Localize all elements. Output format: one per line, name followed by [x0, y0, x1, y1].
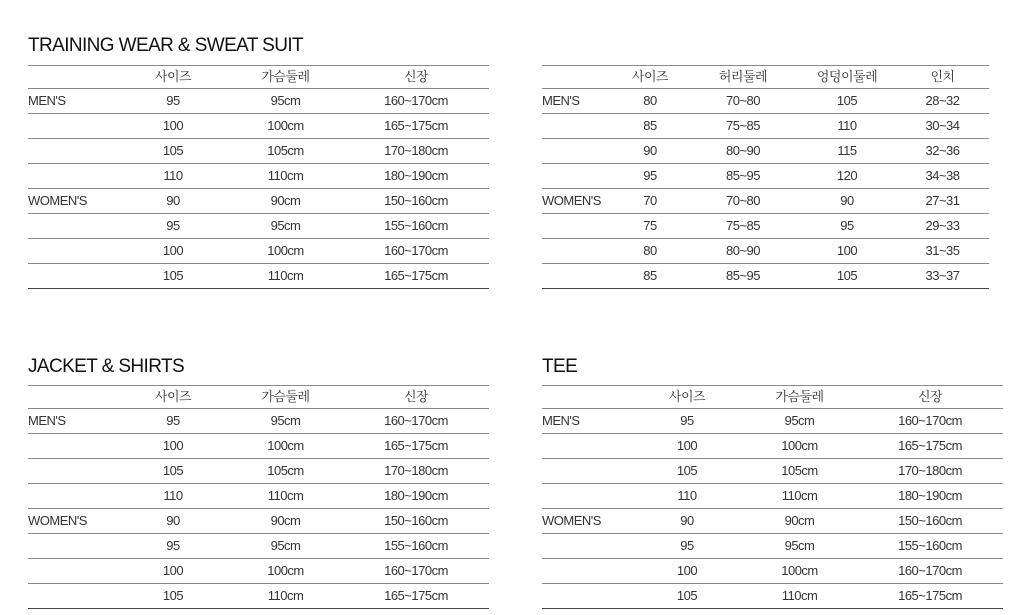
table-row — [28, 89, 489, 114]
table-row — [28, 509, 489, 534]
table-row — [28, 559, 489, 584]
table-cell: 34~38 — [896, 164, 989, 189]
table-cell: 80 — [612, 89, 688, 114]
table-row — [542, 584, 1003, 609]
table-cell: 100 — [118, 239, 228, 264]
table-cell: 155~160cm — [857, 534, 1003, 559]
table-cell: 90 — [632, 509, 742, 534]
table-cell: 165~175cm — [343, 114, 489, 139]
column-header: 사이즈 — [118, 386, 228, 409]
table-header — [542, 66, 989, 89]
table-cell: 95 — [118, 409, 228, 434]
table-cell: 105 — [118, 139, 228, 164]
table-cell: 95 — [632, 409, 742, 434]
table-cell: 165~175cm — [343, 584, 489, 609]
table-cell: 90 — [798, 189, 896, 214]
table-row — [28, 434, 489, 459]
table-cell: 80~90 — [688, 239, 798, 264]
table-cell: 110cm — [228, 264, 343, 289]
group-label — [28, 484, 118, 509]
table-cell: 85~95 — [688, 264, 798, 289]
table-cell: 105 — [632, 459, 742, 484]
table-header — [542, 386, 1003, 409]
table-cell: 95cm — [228, 214, 343, 239]
column-header — [28, 66, 118, 89]
group-label — [542, 264, 612, 289]
table-cell: 105cm — [742, 459, 857, 484]
group-label — [28, 139, 118, 164]
table-cell: 70 — [612, 189, 688, 214]
table-cell: 105cm — [228, 459, 343, 484]
table-cell: 33~37 — [896, 264, 989, 289]
table-cell: 115 — [798, 139, 896, 164]
table-cell: 150~160cm — [343, 189, 489, 214]
table-row — [28, 114, 489, 139]
table-cell: 105 — [118, 459, 228, 484]
column-header: 가슴둘레 — [228, 386, 343, 409]
group-label: MEN'S — [28, 89, 118, 114]
group-label — [542, 114, 612, 139]
table-cell: 110 — [632, 484, 742, 509]
group-label — [542, 559, 632, 584]
group-label — [28, 239, 118, 264]
tee-section-title: TEE — [542, 356, 578, 377]
group-label: MEN'S — [28, 409, 118, 434]
column-header: 사이즈 — [118, 66, 228, 89]
table-cell: 180~190cm — [343, 484, 489, 509]
column-header: 가슴둘레 — [742, 386, 857, 409]
group-label — [28, 534, 118, 559]
table-cell: 165~175cm — [857, 584, 1003, 609]
column-header: 신장 — [857, 386, 1003, 409]
training-size-table — [28, 65, 489, 289]
table-cell: 30~34 — [896, 114, 989, 139]
header-row — [542, 66, 989, 89]
table-cell: 75 — [612, 214, 688, 239]
table-cell: 160~170cm — [857, 559, 1003, 584]
group-label: MEN'S — [542, 409, 632, 434]
table-cell: 105 — [118, 264, 228, 289]
table-row — [28, 584, 489, 609]
training-section-title: TRAINING WEAR & SWEAT SUIT — [28, 35, 304, 56]
table-row — [28, 484, 489, 509]
table-cell: 80~90 — [688, 139, 798, 164]
table-cell: 110cm — [228, 484, 343, 509]
table-cell: 110cm — [742, 584, 857, 609]
column-header: 가슴둘레 — [228, 66, 343, 89]
table-cell: 95 — [612, 164, 688, 189]
group-label — [542, 239, 612, 264]
header-row — [28, 386, 489, 409]
tee-size-table — [542, 385, 1003, 609]
table-cell: 90 — [118, 189, 228, 214]
table-header — [28, 66, 489, 89]
table-cell: 85 — [612, 264, 688, 289]
table-cell: 100cm — [228, 559, 343, 584]
table-cell: 85 — [612, 114, 688, 139]
table-cell: 170~180cm — [343, 139, 489, 164]
table-cell: 95 — [118, 214, 228, 239]
group-label — [28, 114, 118, 139]
table-cell: 100cm — [228, 434, 343, 459]
group-label — [542, 164, 612, 189]
table-cell: 110cm — [742, 484, 857, 509]
table-cell: 90cm — [742, 509, 857, 534]
table-body — [542, 409, 1003, 609]
table-cell: 105 — [798, 89, 896, 114]
table-row — [542, 239, 989, 264]
table-cell: 105 — [632, 584, 742, 609]
group-label — [28, 434, 118, 459]
table-cell: 75~85 — [688, 214, 798, 239]
table-cell: 100 — [118, 559, 228, 584]
table-row — [542, 484, 1003, 509]
table-cell: 170~180cm — [343, 459, 489, 484]
table-cell: 95cm — [228, 534, 343, 559]
table-row — [28, 214, 489, 239]
table-cell: 70~80 — [688, 89, 798, 114]
table-cell: 105 — [798, 264, 896, 289]
table-row — [542, 114, 989, 139]
table-header — [28, 386, 489, 409]
table-cell: 110cm — [228, 584, 343, 609]
table-cell: 100 — [118, 114, 228, 139]
table-row — [542, 409, 1003, 434]
group-label: WOMEN'S — [542, 509, 632, 534]
table-cell: 100cm — [228, 114, 343, 139]
table-cell: 150~160cm — [857, 509, 1003, 534]
table-cell: 155~160cm — [343, 534, 489, 559]
table-cell: 31~35 — [896, 239, 989, 264]
table-cell: 105cm — [228, 139, 343, 164]
group-label: MEN'S — [542, 89, 612, 114]
table-row — [28, 264, 489, 289]
table-cell: 155~160cm — [343, 214, 489, 239]
table-cell: 95cm — [228, 89, 343, 114]
jacket-section-title: JACKET & SHIRTS — [28, 356, 185, 377]
column-header: 인치 — [896, 66, 989, 89]
table-cell: 100cm — [228, 239, 343, 264]
table-row — [28, 239, 489, 264]
table-cell: 28~32 — [896, 89, 989, 114]
table-row — [28, 459, 489, 484]
table-cell: 165~175cm — [857, 434, 1003, 459]
table-cell: 95cm — [228, 409, 343, 434]
table-cell: 110cm — [228, 164, 343, 189]
table-row — [28, 164, 489, 189]
table-row — [28, 534, 489, 559]
table-cell: 160~170cm — [343, 409, 489, 434]
table-cell: 110 — [118, 164, 228, 189]
table-cell: 120 — [798, 164, 896, 189]
table-cell: 27~31 — [896, 189, 989, 214]
table-cell: 95 — [632, 534, 742, 559]
column-header: 사이즈 — [632, 386, 742, 409]
table-cell: 100 — [632, 559, 742, 584]
table-cell: 90cm — [228, 509, 343, 534]
table-cell: 95cm — [742, 409, 857, 434]
column-header: 엉덩이둘레 — [798, 66, 896, 89]
table-cell: 90 — [612, 139, 688, 164]
group-label — [542, 584, 632, 609]
table-cell: 100 — [798, 239, 896, 264]
group-label — [542, 534, 632, 559]
table-cell: 110 — [798, 114, 896, 139]
table-row — [28, 139, 489, 164]
table-cell: 95 — [118, 89, 228, 114]
table-cell: 95 — [118, 534, 228, 559]
pants-size-table — [542, 65, 989, 289]
table-row — [542, 189, 989, 214]
table-body — [28, 89, 489, 289]
table-cell: 160~170cm — [343, 89, 489, 114]
table-cell: 90 — [118, 509, 228, 534]
table-cell: 150~160cm — [343, 509, 489, 534]
table-cell: 95cm — [742, 534, 857, 559]
group-label — [28, 584, 118, 609]
table-cell: 100cm — [742, 559, 857, 584]
table-row — [542, 509, 1003, 534]
group-label — [28, 459, 118, 484]
table-body — [542, 89, 989, 289]
table-cell: 170~180cm — [857, 459, 1003, 484]
table-cell: 180~190cm — [857, 484, 1003, 509]
table-cell: 105 — [118, 584, 228, 609]
column-header: 사이즈 — [612, 66, 688, 89]
table-cell: 80 — [612, 239, 688, 264]
table-row — [542, 559, 1003, 584]
table-cell: 70~80 — [688, 189, 798, 214]
jacket-size-table — [28, 385, 489, 609]
group-label — [542, 459, 632, 484]
header-row — [28, 66, 489, 89]
table-cell: 29~33 — [896, 214, 989, 239]
group-label — [28, 164, 118, 189]
table-body — [28, 409, 489, 609]
group-label — [542, 139, 612, 164]
column-header — [542, 66, 612, 89]
table-row — [542, 264, 989, 289]
table-row — [542, 89, 989, 114]
table-row — [542, 434, 1003, 459]
column-header: 허리둘레 — [688, 66, 798, 89]
column-header: 신장 — [343, 66, 489, 89]
table-cell: 160~170cm — [343, 239, 489, 264]
table-row — [28, 409, 489, 434]
table-cell: 100 — [118, 434, 228, 459]
group-label: WOMEN'S — [28, 189, 118, 214]
group-label — [28, 264, 118, 289]
group-label: WOMEN'S — [542, 189, 612, 214]
table-cell: 160~170cm — [343, 559, 489, 584]
column-header: 신장 — [343, 386, 489, 409]
table-cell: 32~36 — [896, 139, 989, 164]
table-cell: 180~190cm — [343, 164, 489, 189]
column-header — [28, 386, 118, 409]
table-cell: 165~175cm — [343, 434, 489, 459]
table-row — [542, 214, 989, 239]
table-cell: 100 — [632, 434, 742, 459]
group-label — [542, 434, 632, 459]
table-row — [542, 164, 989, 189]
table-cell: 75~85 — [688, 114, 798, 139]
table-cell: 110 — [118, 484, 228, 509]
table-cell: 100cm — [742, 434, 857, 459]
group-label: WOMEN'S — [28, 509, 118, 534]
group-label — [28, 559, 118, 584]
table-cell: 160~170cm — [857, 409, 1003, 434]
group-label — [28, 214, 118, 239]
group-label — [542, 484, 632, 509]
table-row — [28, 189, 489, 214]
table-cell: 95 — [798, 214, 896, 239]
table-cell: 165~175cm — [343, 264, 489, 289]
header-row — [542, 386, 1003, 409]
column-header — [542, 386, 632, 409]
table-cell: 85~95 — [688, 164, 798, 189]
table-row — [542, 534, 1003, 559]
table-cell: 90cm — [228, 189, 343, 214]
table-row — [542, 459, 1003, 484]
group-label — [542, 214, 612, 239]
table-row — [542, 139, 989, 164]
